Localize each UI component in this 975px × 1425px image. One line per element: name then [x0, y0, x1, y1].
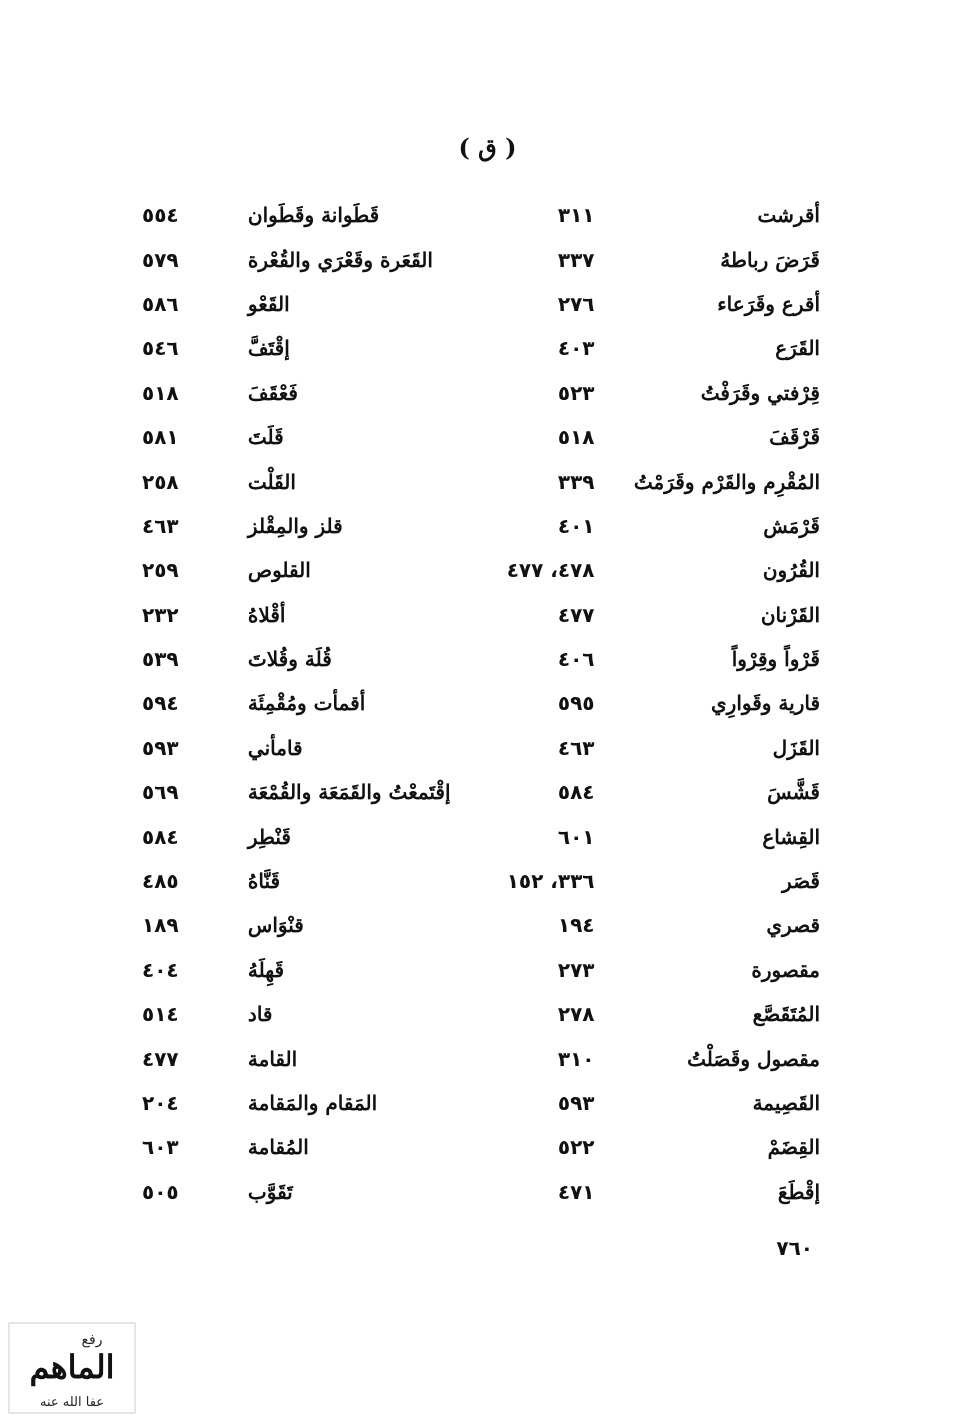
index-page-ref: ٦٠٣: [142, 1135, 179, 1160]
index-term: المُقامة: [247, 1135, 309, 1160]
index-row: [130, 504, 820, 548]
index-term: المُتَقَصَّع: [752, 1002, 820, 1027]
index-term: فَعْقَفَ: [247, 380, 298, 405]
index-page-ref: ٥١٤: [142, 1002, 179, 1027]
index-term: القَرَع: [775, 336, 820, 361]
index-page-ref: ٤٠١: [557, 513, 595, 538]
index-page-ref: ٥٠٥: [142, 1179, 179, 1204]
index-page-ref: ١٨٩: [142, 913, 179, 938]
index-row: [130, 681, 820, 725]
index-term: المَقام والمَقامة: [247, 1091, 378, 1115]
index-term: مقصول وقَصَلْتُ: [687, 1046, 820, 1071]
index-page-ref: ٦٠١: [557, 824, 595, 849]
index-row: [130, 814, 820, 858]
index-term: قارية وقَوارِي: [711, 691, 820, 716]
index-page-ref: ٢٧٦: [557, 291, 595, 316]
index-page-ref: ٤٠٦: [557, 647, 595, 672]
index-term: القَعَرة وقَعْرَي والقُعْرة: [247, 247, 433, 272]
index-row: [130, 859, 820, 903]
index-term: إقْطَعَ: [777, 1179, 820, 1204]
index-row: [130, 371, 820, 415]
index-page-ref: ٣١٠: [557, 1046, 595, 1071]
index-term: قلز والمِقْلز: [247, 513, 343, 538]
index-page-ref: ٣٣٦، ١٥٢: [506, 869, 595, 894]
stamp-top-text: رفع: [81, 1332, 103, 1348]
stamp-main-text: الماهم: [29, 1348, 115, 1386]
index-page-ref: ٥٩٣: [557, 1091, 595, 1115]
index-page-ref: ٥٨٤: [142, 824, 179, 849]
index-page-ref: ٥٨١: [142, 425, 179, 450]
index-term: قَرَضَ رباطهُ: [720, 247, 820, 272]
index-term: قَنْطِر: [247, 824, 291, 849]
index-term: قَلَتَ: [247, 425, 284, 450]
index-page-ref: ٢٣٢: [142, 602, 179, 627]
index-term: قَرْقَفَ: [769, 425, 820, 450]
index-term: القَرْنان: [760, 602, 820, 627]
index-page-ref: ٥٩٥: [557, 691, 595, 716]
index-term: تَقَوَّب: [247, 1179, 293, 1204]
index-page-ref: ٤٠٣: [557, 336, 595, 361]
index-page-ref: ٥٧٩: [142, 247, 179, 272]
index-term: القِشاع: [762, 824, 820, 849]
index-page-ref: ٢٠٤: [142, 1091, 179, 1115]
index-row: [130, 193, 820, 237]
index-term: القَصِيمة: [752, 1091, 820, 1115]
index-term: المُقْرِم والقَرْم وقَرَمْتُ: [633, 469, 820, 494]
index-row: [130, 1170, 820, 1214]
index-term: قَصَر: [782, 869, 820, 894]
index-page-ref: ٣٣٩: [557, 469, 595, 494]
index-page-ref: ٣١١: [557, 203, 595, 228]
index-row: [130, 415, 820, 459]
stamp-bottom-text: عفا الله عنه: [39, 1395, 105, 1410]
index-row: [130, 548, 820, 592]
section-heading: ( ق ): [458, 133, 517, 162]
index-term: قَشَّسَ: [767, 780, 820, 805]
index-term: أقرع وقَرَعاء: [717, 291, 820, 316]
index-term: إقْتَفَّ: [247, 336, 290, 361]
index-row: [130, 282, 820, 326]
library-stamp: [8, 1322, 136, 1414]
index-row: [130, 459, 820, 503]
index-page-ref: ١٩٤: [557, 913, 595, 938]
index-term: قَرْمَش: [763, 513, 820, 538]
index-page-ref: ٢٥٩: [142, 558, 179, 583]
index-page-ref: ٢٧٨: [557, 1002, 595, 1027]
index-row: [130, 1125, 820, 1169]
index-page-ref: ٢٧٣: [557, 957, 595, 982]
index-page-ref: ٥٣٩: [142, 647, 179, 672]
index-row: [130, 948, 820, 992]
index-term: قِرْفتي وقَرَفْتُ: [700, 380, 820, 405]
index-page-ref: ٥٦٩: [142, 780, 179, 805]
index-row: [130, 237, 820, 281]
index-page-ref: ٥٩٣: [142, 735, 179, 760]
index-page-ref: ٤٧٧: [557, 602, 595, 627]
index-page-ref: ٥٩٤: [142, 691, 179, 716]
index-page-ref: ٤٠٤: [142, 957, 179, 982]
index-page-ref: ٥٥٤: [142, 203, 179, 228]
index-term: القَعْو: [247, 291, 290, 316]
index-term: قاد: [247, 1002, 273, 1027]
index-page-ref: ٥٤٦: [142, 336, 179, 361]
index-term: قصري: [766, 913, 820, 938]
index-term: قنْوَاس: [247, 913, 304, 938]
index-term: القَزَل: [772, 735, 820, 760]
index-page-ref: ٥٢٣: [557, 380, 595, 405]
index-table-body: [130, 193, 820, 1214]
index-row: [130, 1036, 820, 1080]
index-row: [130, 593, 820, 637]
index-term: مقصورة: [751, 957, 820, 982]
index-page-ref: ٤٦٣: [557, 735, 595, 760]
index-term: القُرُون: [762, 558, 820, 583]
index-term: قَهِلَهُ: [247, 957, 285, 982]
index-row: [130, 1081, 820, 1125]
index-page-ref: ٥٢٢: [557, 1135, 595, 1160]
index-term: قَنَّاهُ: [247, 869, 281, 894]
page-number: ٧٦٠: [776, 1236, 813, 1260]
index-page-ref: ٤٧٧: [142, 1046, 179, 1071]
index-term: قامأني: [247, 735, 303, 760]
index-page-ref: ٤٦٣: [142, 513, 179, 538]
index-page-ref: ٤٧١: [557, 1179, 595, 1204]
index-page-ref: ٥٨٤: [557, 780, 595, 805]
index-page-ref: ٣٣٧: [557, 247, 595, 272]
index-term: القِضَمْ: [767, 1135, 820, 1160]
index-row: [130, 992, 820, 1036]
index-page-ref: ٥٨٦: [142, 291, 179, 316]
index-term: قُلَة وقُلاتَ: [247, 647, 332, 672]
index-page-ref: ٥١٨: [142, 380, 179, 405]
index-term: القامة: [247, 1046, 298, 1071]
index-page-ref: ٤٨٥: [142, 869, 179, 894]
index-term: قَطَوانة وقَطَوان: [247, 203, 380, 228]
index-term: إقْتَمعْتُ والقَمَعَة والقُمْعَة: [247, 780, 451, 805]
index-page-ref: ٤٧٨، ٤٧٧: [506, 558, 595, 583]
index-term: قَرْواً وقِرْواً: [731, 647, 820, 672]
index-term: أقْلاهُ: [247, 602, 286, 627]
index-term: أقمأت ومُقْمِئَة: [247, 691, 366, 716]
index-term: القلوص: [247, 558, 311, 583]
index-page-ref: ٥١٨: [557, 425, 595, 450]
index-row: [130, 770, 820, 814]
index-row: [130, 726, 820, 770]
index-row: [130, 637, 820, 681]
index-table: [130, 193, 820, 1214]
index-row: [130, 903, 820, 947]
index-term: القَلْت: [247, 469, 296, 494]
index-page-ref: ٢٥٨: [142, 469, 179, 494]
index-row: [130, 326, 820, 370]
index-term: أقرشت: [757, 203, 820, 228]
